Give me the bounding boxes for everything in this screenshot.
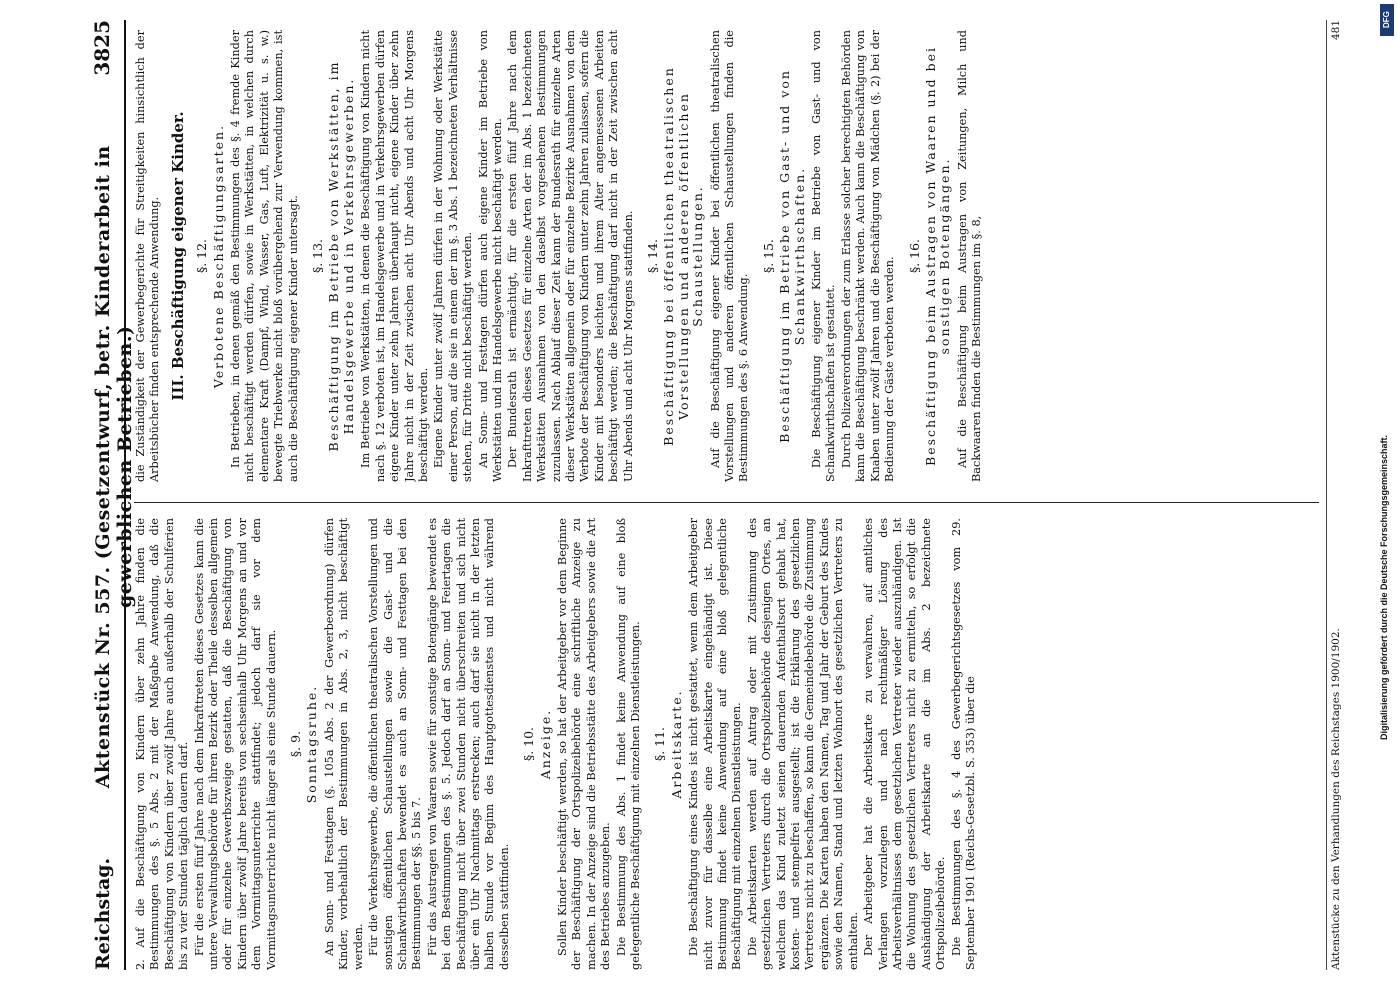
paragraph: Der Arbeitgeber hat die Arbeitskarte zu verwahren, auf amtliches Verlangen vorzulegen und nach rechtmäßiger Lösung des Arbeitsverhältnisses dem gesetzlichen Vertreter wieder auszuhändigen. Ist die Wohnung des gesetzlichen Vertreters nicht zu ermitteln, so erfolgt die Aushändigung der Arbeitskarte an die im Abs. 2 bezeichnete Ortspolizeibehörde. xyxy=(862,518,948,970)
paragraph: In Betrieben, in denen gemäß den Bestimmungen des §. 4 fremde Kinder nicht beschäftigt werden dürfen, sowie in Werkstätten, in welchen durch elementare Kraft (Dampf, Wind, Wasser, Gas, Luft, Elektrizität u. s. w.) bewegte Triebwerke nicht bloß vorübergehend zur Verwendung kommen, ist auch die Beschäftigung eigener Kinder untersagt. xyxy=(229,30,300,482)
paragraph: 2. Auf die Beschäftigung von Kindern über zehn Jahre finden die Bestimmungen des §. 5 Abs. 2 mit der Maßgabe Anwendung, daß die Beschäftigung von Kindern über zwölf Jahre auch außerhalb der Schulferien bis zu vier Stunden täglich dauern darf. xyxy=(134,518,191,970)
paragraph: Auf die Beschäftigung beim Austragen von Zeitungen, Milch und Backwaaren finden die Bestimmungen im §. 8, xyxy=(955,30,984,482)
page-header xyxy=(90,20,136,970)
page-footer xyxy=(1326,20,1350,970)
section-number: §. 14. xyxy=(645,238,660,274)
footer-page-number: 481 xyxy=(1330,20,1342,41)
paragraph: Die Bestimmungen des §. 4 des Gewerbegerichtsgesetzes vom 29. September 1901 (Reichs-Gesetzbl. S. 353) über die xyxy=(949,518,977,970)
rotated-page xyxy=(70,0,1390,1000)
paragraph: Die Beschäftigung eines Kindes ist nicht gestattet, wenn dem Arbeitgeber nicht zuvor für dasselbe eine Arbeitskarte eingehändigt ist. Diese Bestimmung findet keine Anwendung auf eine bloß gelegentliche Beschäftigung mit einzelnen Dienstleistungen. xyxy=(687,518,744,970)
section-title: Beschäftigung im Betriebe von Gast- und von Schankwirthschaften. xyxy=(777,69,807,443)
paragraph: die Zuständigkeit der Gewerbegerichte für Streitigkeiten hinsichtlich der Arbeitsbücher finden entsprechende Anwendung. xyxy=(134,30,162,482)
paragraph: Im Betriebe von Werkstätten, in denen die Beschäftigung von Kindern nicht nach §. 12 verboten ist, im Handelsgewerbe und in Verkehrsgewerben dürfen eigene Kinder unter zehn Jahren überhaupt nicht, eigene Kinder über zehn Jahre nicht in der Zeit zwischen acht Uhr Abends und acht Uhr Morgens beschäftigt werden. xyxy=(359,30,430,482)
section-title: Sonntagsruhe. xyxy=(304,684,320,804)
paragraph: Eigene Kinder unter zwölf Jahren dürfen in der Wohnung oder Werkstätte einer Person, auf die sie in einem der im §. 3 Abs. 1 bezeichneten Verhältnisse stehen, für Dritte nicht beschäftigt werden. xyxy=(432,30,475,482)
scanned-page xyxy=(70,0,1390,1000)
section-title: Arbeitskarte. xyxy=(668,689,684,799)
section-number: §. 10. xyxy=(521,726,537,762)
column-left xyxy=(134,518,1319,970)
dfg-strip xyxy=(1377,0,1397,1000)
section-number: §. 12. xyxy=(194,238,210,274)
paragraph: Die Arbeitskarten werden auf Antrag oder mit Zustimmung des gesetzlichen Vertreters durch die Ortspolizeibehörde desjenigen Ortes, an welchem das Kind zuletzt seinen dauernden Aufenthaltsort gehabt hat, kosten- und stempelfrei ausgestellt; ist die Erklärung des gesetzlichen Vertreters nicht zu beschaffen, so kann die Gemeindebehörde die Zustimmung ergänzen. Die Karten haben den Namen, Tag und Jahr der Geburt des Kindes sowie den Namen, Stand und letzten Wohnort des gesetzlichen Vertreters zu enthalten. xyxy=(745,518,860,970)
section-number: §. 15. xyxy=(760,238,776,274)
paragraph: Auf die Beschäftigung eigener Kinder bei öffentlichen theatralischen Vorstellungen und anderen öffentlichen Schaustellungen finden die Bestimmungen des §. 6 Anwendung. xyxy=(708,30,751,482)
section-title: Beschäftigung bei öffentlichen theatralischen Vorstellungen und anderen öffentlichen Schaustellungen. xyxy=(661,66,706,446)
paragraph: Der Bundesrath ist ermächtigt, für die ersten fünf Jahre nach dem Inkrafttreten dieses Gesetzes für einzelne Arten der im Abs. 1 bezeichneten Werkstätten Ausnahmen von den daselbst vorgesehenen Bestimmungen zuzulassen. Nach Ablauf dieser Zeit kann der Bundesrath für einzelne Arten dieser Werkstätten allgemein oder für einzelne Bezirke Ausnahmen von dem Verbote der Beschäftigung von Kindern unter zehn Jahren zulassen, sofern die Kinder mit besonders leichten und ihrem Alter angemessenen Arbeiten beschäftigt werden; die Beschäftigung darf nicht in der Zeit zwischen acht Uhr Abends und acht Uhr Morgens stattfinden. xyxy=(506,30,635,482)
paragraph: Die Beschäftigung eigener Kinder im Betriebe von Gast- und von Schankwirthschaften ist gestattet. xyxy=(810,30,838,482)
paragraph: Für die Verkehrsgewerbe, die öffentlichen theatralischen Vorstellungen und sonstigen öffentlichen Schaustellungen sowie die Gast- und die Schankwirthschaften bewendet es auch an Sonn- und Festtagen bei den Bestimmungen der §§. 5 bis 7. xyxy=(367,518,424,970)
section-title: Beschäftigung beim Austragen von Waaren und bei sonstigen Botengängen. xyxy=(922,46,953,466)
section-number: §. 11. xyxy=(652,726,668,762)
paragraph: Für das Austragen von Waaren sowie für sonstige Botengänge bewendet es bei den Bestimmungen des §. 5. Jedoch darf an Sonn- und Feiertagen die Beschäftigung nicht über zwei Stunden nicht überschreiten und sich nicht über ein Uhr Nachmittags erstrecken; auch darf sie nicht in der letzten halben Stunde vor Beginn des Hauptgottesdienstes und nicht während desselben stattfinden. xyxy=(425,518,511,970)
section-title: Verbotene Beschäftigungsarten. xyxy=(210,123,226,389)
paragraph: Die Bestimmung des Abs. 1 findet keine Anwendung auf eine bloß gelegentliche Beschäftigung mit einzelnen Dienstleistungen. xyxy=(614,518,642,970)
section-number: §. 9. xyxy=(288,730,304,758)
column-divider xyxy=(134,502,1319,503)
paragraph: Für die ersten fünf Jahre nach dem Inkrafttreten dieses Gesetzes kann die untere Verwaltungsbehörde für ihren Bezirk oder Theile desselben allgemein oder für einzelne Gewerbszweige gestatten, daß die Beschäftigung von Kindern über zwölf Jahre bereits von sechseinhalb Uhr Morgens an und vor dem Vormittagsunterrichte stattfindet; jedoch darf sie vor dem Vormittagsunterrichte nicht länger als eine Stunde dauern. xyxy=(192,518,278,970)
section-number: §. 13. xyxy=(310,238,326,274)
paragraph: Durch Polizeiverordnungen der zum Erlasse solcher berechtigten Behörden kann die Beschäftigung beschränkt werden. Auch kann die Beschäftigung von Knaben unter zwölf Jahren und die Beschäftigung von Mädchen (§. 2) bei der Bedienung der Gäste verboten werden. xyxy=(839,30,897,482)
paragraph: An Sonn- und Festtagen (§. 105a Abs. 2 der Gewerbeordnung) dürfen Kinder, vorbehaltlich der Bestimmungen in Abs. 2, 3, nicht beschäftigt werden. xyxy=(322,518,365,970)
paragraph: Sollen Kinder beschäftigt werden, so hat der Arbeitgeber vor dem Beginne der Beschäftigung der Ortspolizeibehörde eine schriftliche Anzeige zu machen. In der Anzeige sind die Betriebsstätte des Arbeitgebers sowie die Art des Betriebes anzugeben. xyxy=(555,518,613,970)
section-title: Anzeige. xyxy=(537,708,553,780)
header-title: Aktenstück Nr. 557. (Gesetzentwurf, betr. Kinderarbeit in gewerblichen Betrieben.) xyxy=(92,145,136,789)
dfg-credit: Digitalisierung gefördert durch die Deutsche Forschungsgemeinschaft. xyxy=(1379,434,1389,740)
part-heading: III. Beschäftigung eigener Kinder. xyxy=(168,111,187,401)
header-left: Reichstag. xyxy=(92,857,114,970)
footer-note: Aktenstücke zu den Verhandlungen des Reichstages 1900/1902. xyxy=(1330,628,1342,970)
section-title: Beschäftigung im Betriebe von Werkstätten, im Handelsgewerbe und in Verkehrsgewerben. xyxy=(326,60,356,452)
column-right xyxy=(134,30,1319,482)
paragraph: An Sonn- und Festtagen dürfen auch eigene Kinder im Betriebe von Werkstätten und im Handelsgewerbe nicht beschäftigt werden. xyxy=(476,30,504,482)
section-number: §. 16. xyxy=(906,238,922,274)
header-page-number: 3825 xyxy=(90,20,114,76)
dfg-logo: DFG xyxy=(1380,4,1394,36)
